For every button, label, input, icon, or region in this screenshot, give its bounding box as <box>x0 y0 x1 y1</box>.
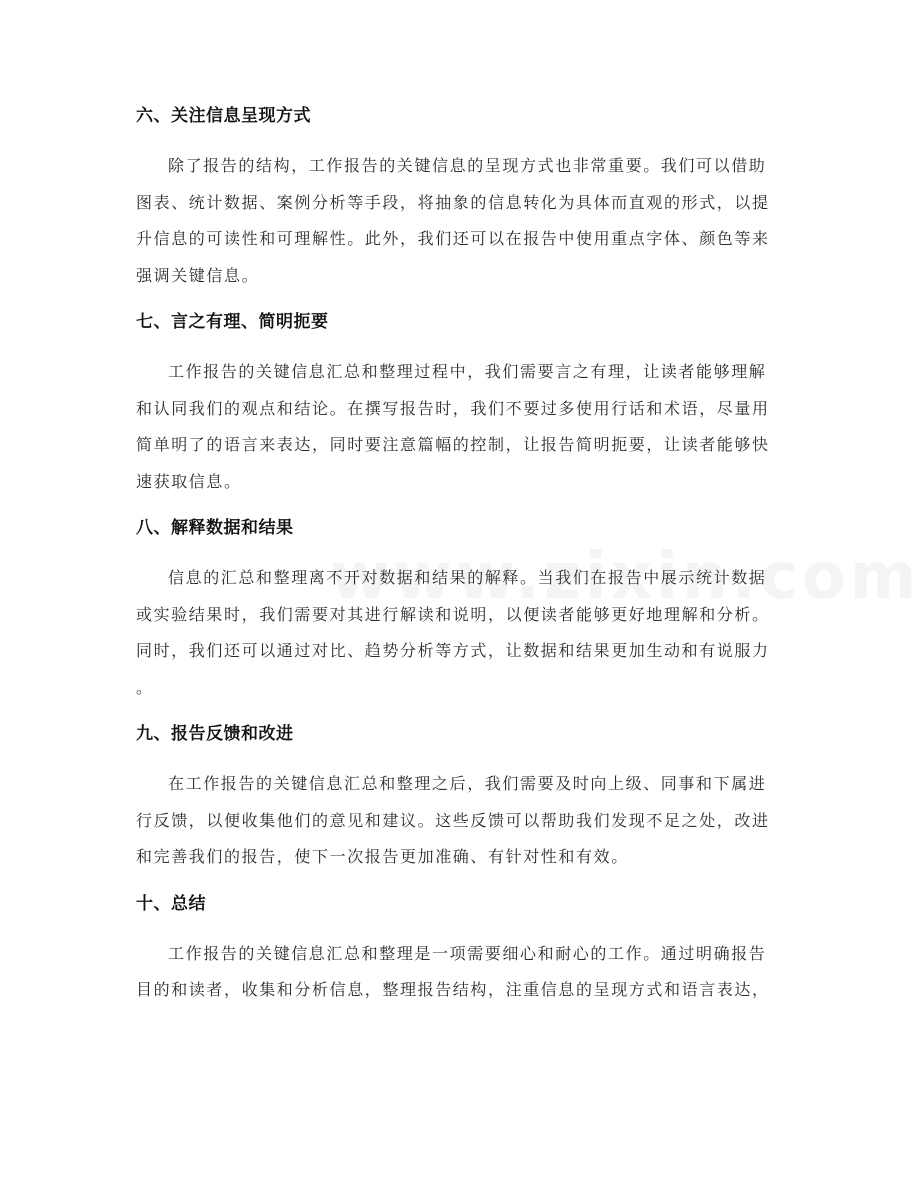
paragraph-line: 行反馈，以便收集他们的意见和建议。这些反馈可以帮助我们发现不足之处，改进 <box>136 810 770 830</box>
section-paragraph <box>136 936 786 1009</box>
paragraph-line: 信息的汇总和整理离不开对数据和结果的解释。当我们在报告中展示统计数据 <box>168 568 767 587</box>
paragraph-line: 图表、统计数据、案例分析等手段，将抽象的信息转化为具体而直观的形式，以提 <box>136 192 770 212</box>
section-6 <box>136 104 786 294</box>
section-heading: 九、报告反馈和改进 <box>136 724 294 744</box>
section-heading: 六、关注信息呈现方式 <box>136 106 311 126</box>
section-paragraph <box>136 560 786 706</box>
paragraph-line: 工作报告的关键信息汇总和整理过程中，我们需要言之有理，让读者能够理解 <box>168 362 767 381</box>
paragraph-line: 目的和读者，收集和分析信息，整理报告结构，注重信息的呈现方式和语言表达， <box>136 980 770 999</box>
paragraph-line: 和认同我们的观点和结论。在撰写报告时，我们不要过多使用行话和术语，尽量用 <box>136 398 770 418</box>
section-heading: 七、言之有理、简明扼要 <box>136 312 329 332</box>
section-8 <box>136 516 786 706</box>
paragraph-line: 强调关键信息。 <box>136 265 260 285</box>
paragraph-line: 。 <box>136 677 154 697</box>
section-heading: 十、总结 <box>136 893 206 914</box>
section-7 <box>136 310 786 500</box>
section-10 <box>136 892 786 1009</box>
paragraph-line: 工作报告的关键信息汇总和整理是一项需要细心和耐心的工作。通过明确报告 <box>168 943 767 963</box>
paragraph-line: 简单明了的语言来表达，同时要注意篇幅的控制，让报告简明扼要，让读者能够快 <box>136 435 770 454</box>
paragraph-line: 在工作报告的关键信息汇总和整理之后，我们需要及时向上级、同事和下属进 <box>168 774 767 793</box>
section-9 <box>136 722 786 876</box>
section-paragraph <box>136 354 786 500</box>
paragraph-line: 同时，我们还可以通过对比、趋势分析等方式，让数据和结果更加生动和有说服力 <box>136 641 770 660</box>
section-paragraph <box>136 148 786 294</box>
paragraph-line: 速获取信息。 <box>136 471 242 491</box>
section-heading: 八、解释数据和结果 <box>136 518 294 538</box>
section-paragraph <box>136 766 786 876</box>
paragraph-line: 除了报告的结构，工作报告的关键信息的呈现方式也非常重要。我们可以借助 <box>168 156 767 175</box>
paragraph-line: 或实验结果时，我们需要对其进行解读和说明，以便读者能够更好地理解和分析。 <box>136 604 770 624</box>
paragraph-line: 升信息的可读性和可理解性。此外，我们还可以在报告中使用重点字体、颜色等来 <box>136 229 770 248</box>
paragraph-line: 和完善我们的报告，使下一次报告更加准确、有针对性和有效。 <box>136 847 629 866</box>
document-body <box>136 104 786 1025</box>
